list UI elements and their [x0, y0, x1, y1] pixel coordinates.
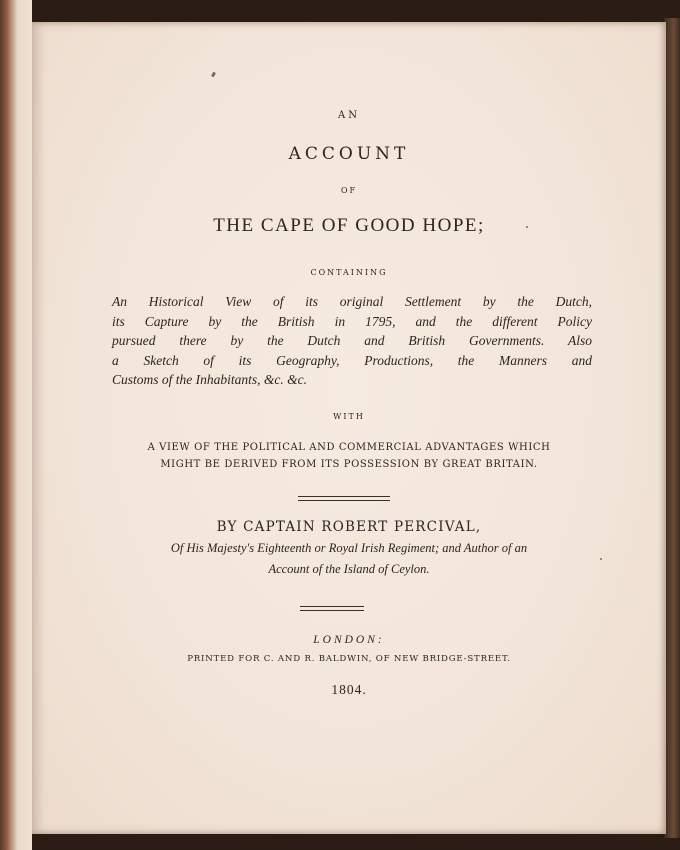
author-description-line: Of His Majesty's Eighteenth or Royal Irish Regiment; and Author of an — [170, 541, 528, 555]
author-description-line: Account of the Island of Ceylon. — [268, 562, 430, 576]
paper-blemish — [211, 72, 216, 78]
divider-rule — [298, 496, 390, 501]
publication-year: 1804. — [331, 682, 367, 697]
author-line: BY CAPTAIN ROBERT PERCIVAL, — [216, 519, 482, 535]
description-block — [112, 292, 592, 390]
description-line: Customs of the Inhabitants, &c. &c. — [112, 372, 307, 388]
title-line-an: AN — [338, 110, 360, 121]
title-line-of: OF — [340, 186, 358, 195]
title-page — [32, 22, 666, 834]
view-line: A VIEW OF THE POLITICAL AND COMMERCIAL ADVANTAGES WHICH — [147, 442, 551, 453]
description-line: its Capture by the British in 1795, and the different Policy — [112, 313, 592, 329]
divider-rule — [300, 606, 364, 611]
book-binding-right-edge — [664, 18, 680, 838]
place-of-publication: LONDON: — [313, 634, 385, 646]
containing-label: CONTAINING — [310, 268, 388, 277]
title-line-account: ACCOUNT — [288, 144, 410, 164]
description-line: a Sketch of its Geography, Productions, the Manners and — [112, 352, 592, 368]
printer-line: PRINTED FOR C. AND R. BALDWIN, OF NEW BRIDGE-STREET. — [187, 654, 511, 664]
description-line: An Historical View of its original Settlement by the Dutch, — [112, 294, 592, 309]
book-cover-left-edge — [0, 0, 32, 850]
paper-blemish — [600, 558, 602, 560]
book-title: THE CAPE OF GOOD HOPE; — [213, 215, 485, 236]
view-line: MIGHT BE DERIVED FROM ITS POSSESSION BY GREAT BRITAIN. — [160, 459, 538, 470]
paper-blemish — [526, 226, 528, 228]
with-label: WITH — [333, 412, 365, 421]
description-line: pursued there by the Dutch and British Governments. Also — [112, 333, 592, 349]
